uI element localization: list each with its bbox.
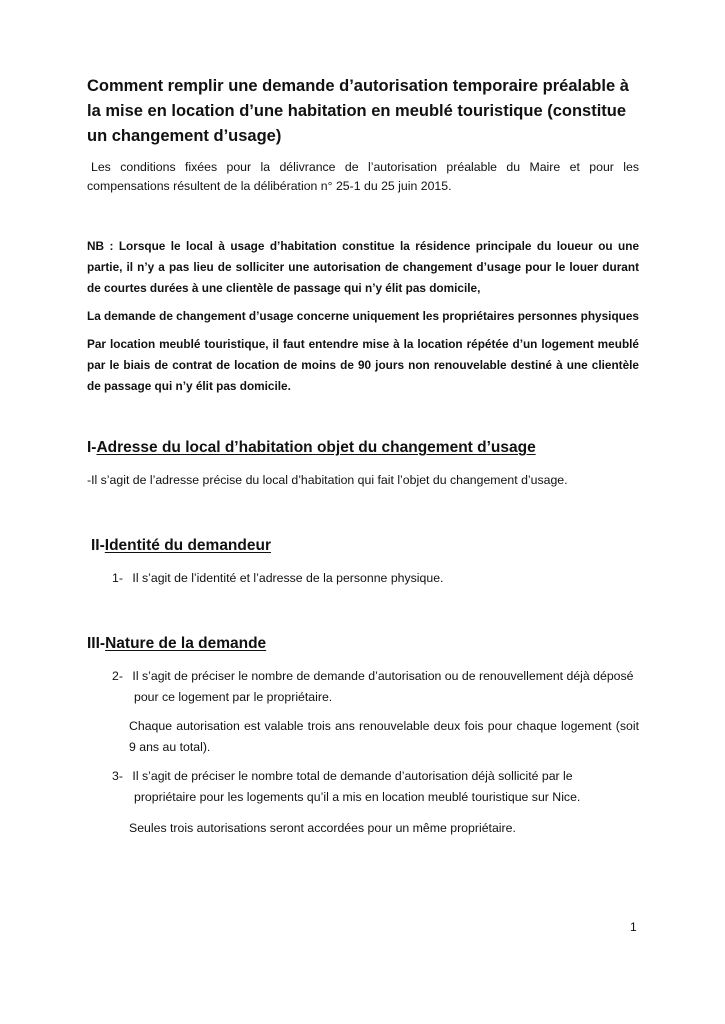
validity-note: Chaque autorisation est valable trois ans renouvelable deux fois pour chaque logement (soit 9 ans au total).: [129, 719, 639, 754]
list-item-number: 1-: [112, 571, 123, 585]
section-title: Identité du demandeur: [104, 537, 271, 554]
limit-note: Seules trois autorisations seront accordées pour un même propriétaire.: [129, 821, 516, 835]
page-number: 1: [630, 920, 637, 934]
list-item-text-line2: propriétaire pour les logements qu’il a mis en location meublé touristique sur Nice.: [134, 790, 581, 804]
nb-paragraph: NB : Lorsque le local à usage d’habitation constitue la résidence principale du loueur ou une partie, il n’y a pas lieu de solliciter une autorisation de changement d’usage pour le louer durant de courtes durées à une clientèle de passage qui n’y élit pas domicile,: [87, 239, 639, 295]
section-prefix: III-: [87, 635, 106, 652]
intro-paragraph: Les conditions fixées pour la délivrance de l’autorisation préalable du Maire et pour les compensations résultent de la délibération n° 25-1 du 25 juin 2015.: [87, 160, 639, 193]
list-item-text: Il s’agit de l’identité et l’adresse de la personne physique.: [132, 571, 444, 585]
document-title: Comment remplir une demande d’autorisation temporaire préalable à la mise en location d’une habitation en meublé touristique (constitue un changement d’usage): [87, 77, 629, 145]
list-item-number: 2-: [112, 669, 123, 683]
list-item-text-line1: Il s’agit de préciser le nombre de demande d’autorisation ou de renouvellement déjà déposé: [132, 669, 634, 683]
section-address-text: -Il s’agit de l’adresse précise du local d’habitation qui fait l’objet du changement d’usage.: [87, 473, 568, 487]
section-title: Nature de la demande: [105, 635, 267, 652]
list-item-text-line1: Il s’agit de préciser le nombre total de demande d’autorisation déjà sollicité par le: [132, 769, 573, 783]
list-item: [112, 666, 639, 708]
section-prefix: I-: [87, 439, 97, 456]
section-heading-address: [87, 438, 536, 458]
list-item: [112, 766, 639, 808]
definition-paragraph: Par location meublé touristique, il faut entendre mise à la location répétée d’un logement meublé par le biais de contrat de location de moins de 90 jours non renouvelable destiné à une clientèle de passage qui n’y élit pas domicile.: [87, 337, 639, 393]
list-item-text-line2: pour ce logement par le propriétaire.: [134, 690, 333, 704]
list-item-number: 3-: [112, 769, 123, 783]
list-item: [112, 568, 639, 589]
section-prefix: II-: [91, 537, 105, 554]
section-title: Adresse du local d’habitation objet du changement d’usage: [96, 439, 536, 456]
section-heading-identity: [91, 536, 271, 556]
section-heading-nature: [87, 634, 266, 654]
scope-paragraph: La demande de changement d’usage concerne uniquement les propriétaires personnes physiques: [87, 309, 639, 323]
